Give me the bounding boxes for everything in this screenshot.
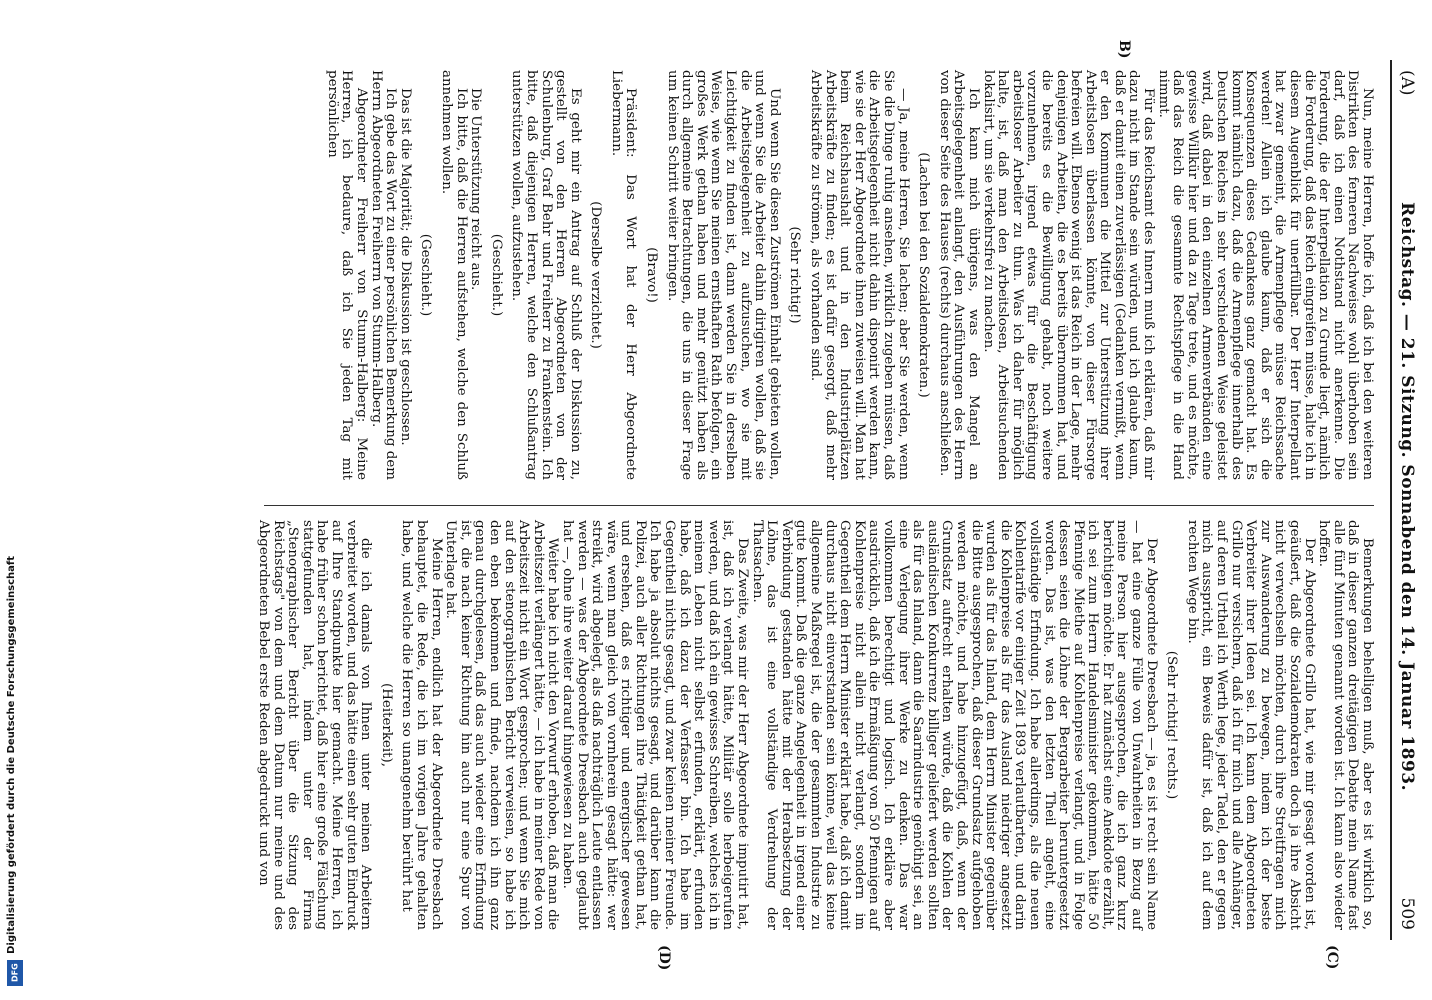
paragraph: Die Unterstützung reicht aus. xyxy=(468,88,484,291)
paragraph: Und wenn Sie diesen Zuströmen Einhalt gebieten wollen, und wenn Sie die Arbeiter dahin dirigiren wollen, daß sie die Arbeitsgelegenheit zu aufzusuchen, wo sie mit Leichtigkeit zu finden ist, dann werden Sie in derselben Weise, wie wenn Sie meinen ernsthaften Rath befolgen, ein großes Werk gethan haben und mehr genützt haben als durch allgemeine Betrachtungen, die uns in dieser Frage um keinen Schritt weiter bringen. xyxy=(664,70,782,480)
paragraph: Für das Reichsamt des Innern muß ich erklären, daß mir dazu nicht im Stande sein würden, und ich glaube kaum, daß er damit einen zuverlässigen (Gedanken vermißt, wenn er den Kommunen die Mittel zur Unterstützung ihrer Arbeitslosen überlassen könnte, von dieser Fürsorge befreien will. Ebenso wenig ist das Reich in der Lage, mehr denjenigen Arbeiten, die es bereits übernommen hat, und die bereits es die Bewilligung gehabt, noch weitere vorzunehmen, irgend etwas für die Beschäftigung arbeitsloser Arbeiter zu thun. Was ich daher für möglich halte, ist, daß man den Arbeitslosen, Arbeitsuchenden lokalisirt, um sie verkehrsfrei zu machen. xyxy=(980,70,1157,480)
paragraph: (Bravo!) xyxy=(644,247,660,303)
left-column xyxy=(324,70,1374,480)
paragraph: Nun, meine Herren, hoffe ich, daß ich bei den weiteren Distrikten des ferneren Nachweises wohl überhoben sein darf, daß ich einen Nothstand nicht anerkenne. Die Forderung, die der Interpellation zu Grunde liegt, nämlich die Forderung, daß das Reich eingreifen müsse, halte ich in diesem Augenblick für unerfüllbar. Der Herr Interpellant hat zwar gemeint, die Armenpflege müsse Reichssache werden! Allein ich glaube kaum, daß er sich die Konsequenzen dieses Gedankens ganz gemacht hat. Es kommt nämlich dazu, daß die Armenpflege innerhalb des Deutschen Reiches in sehr verschiedenen Weise geleistet wird, daß dabei in den einzelnen Armenverbänden eine gewisse Willkür hier und da zu Tage trete, und es möchte, daß das Reich die gesammte Rechtspflege in die Hand nimmt. xyxy=(1155,70,1375,480)
paragraph: — Ja, meine Herren, Sie lachen; aber Sie werden, wenn Sie die Dinge ruhig ansehen, wirklich zugeben müssen, daß die Arbeitsgelegenheit nicht dahin disponirt werden kann, wie sie der Herr Abgeordnete ihnen zuweisen will. Man hat beim Reichshaushalt und in den Industrieplätzen Arbeitskräfte zu finden; es ist dafür gesorgt, daß mehr Arbeitskräfte zu strömen, als vorhanden sind. xyxy=(808,70,911,480)
paragraph: Das Zweite, was mir der Herr Abgeordnete imputirt hat, ist, daß ich verlangt hätte, Militär solle herbeigerufen werden, und daß ich ein gewisses Schreiben, welches ich in meinem Leben nicht selbst erfunden, erklärt, erfunden habe, daß ich dazu der Verfasser bin. Ich habe im Gegentheil nichts gesagt, und zwar keinen meiner Freunde. Ich habe ja absolut nichts gesagt, und darüber kann die Polizei, auch aller Richtungen ihre Thätigkeit gethan hat, und ersehen, daß es richtiger und energischer gewesen wäre, wenn man gleich von vornherein gesagt hätte: wer streikt, wird abgelegt, als daß nachträglich Leute entlassen werden — was der Abgeordnete Dreesbach auch geglaubt hat —, ohne ihre weiter darauf hingewiesen zu haben. xyxy=(559,520,751,930)
margin-letter-b: B) xyxy=(1116,40,1132,59)
margin-letter-d: (D) xyxy=(656,945,672,971)
paragraph: Ich gebe das Wort zu einer persönlichen Bemerkung dem Herrn Abgeordneten Freiherrn von Stumm-Halberg. xyxy=(368,70,399,480)
right-column xyxy=(255,520,1374,930)
paragraph: Präsident: Das Wort hat der Herr Abgeordnete Liebermann. xyxy=(608,70,639,480)
paragraph: (Lachen bei den Sozialdemokraten.) xyxy=(916,152,932,398)
margin-letter-c: (C) xyxy=(1324,945,1340,970)
paragraph: (Heiterkeit), xyxy=(378,683,394,767)
paragraph: Es geht mir ein Antrag auf Schluß der Diskussion zu, gestellt von den Herren Abgeordneten von der Schulenburg, Graf Behr und Freiherr zu Frankenstein. Ich bitte, daß diejenigen Herren, welche den Schlußantrag unterstützen wollen, aufzustehen. xyxy=(509,70,583,480)
paragraph: (Geschieht.) xyxy=(488,233,504,317)
paragraph: Das ist die Majorität; die Diskussion ist geschlossen. xyxy=(397,88,413,446)
paragraph: die ich damals von Ihnen unter meinen Arbeitern verbreitet worden, und das hätte einen sehr guten Eindruck auf Ihre Standpunkte hier gemacht. Meine Herren, ich habe früher schon berichtet, daß hier eine große Fälschung stattgefunden hat, indem unter der Firma „Stenographischer Bericht über die Sitzung des Reichstags" von dem und dem Datum nur meine und des Abgeordneten Bebel erste Reden abgedruckt und von xyxy=(256,520,374,930)
header-rule xyxy=(1390,60,1392,940)
paragraph: Meine Herren, endlich hat der Abgeordnete Dreesbach behauptet, die Rede, die ich im vorigen Jahre gehalten habe, und welche die Herren so unangenehm berührt hat xyxy=(399,520,444,930)
paragraph: (Sehr richtig!) xyxy=(787,226,803,324)
paragraph: Der Abgeordnete Grillo hat, wie mir gesagt worden ist, geäußert, daß die Sozialdemokraten doch ja ihre Absicht nicht verwechseln möchten, durch ihre Streitfragen mich zur Auswanderung zu bewegen, indem ich der beste Verbreiter ihrer Ideen sei. Ich kann dem Abgeordneten Grillo nur versichern, daß ich für mich und alle Anhänger, auf deren Urtheil ich Werth lege, jeder Tadel, den er gegen mich ausspricht, ein Beweis dafür ist, daß ich auf dem rechten Wege bin. xyxy=(1184,520,1317,930)
digitization-notice: Digitalisierung gefördert durch die Deutsche Forschungsgemeinschaft xyxy=(6,556,17,954)
paragraph: (Geschieht.) xyxy=(418,233,434,317)
paragraph: Bemerkungen behelligen muß, aber es ist wirklich so, daß in dieser ganzen dreitägigen Debatte mein Name fast alle fünf Minuten genannt worden ist. Ich kann also wieder hoffen. xyxy=(1316,520,1375,930)
paragraph: Ich bitte, daß die Herren aufstehen, welche den Schluß annehmen wollen. xyxy=(438,70,469,480)
paragraph: Weiter habe ich nicht den Vorwurf erhoben, daß man die Arbeitszeit verlängert hätte, — ich habe in meiner Rede von Arbeitszeit nicht ein Wort gesprochen; und wenn Sie mich auf den stenographischen Bericht verweisen, so habe ich den eben bekommen und finde, nachdem ich ihn ganz genau durchgelesen, daß das auch wieder eine Erfindung ist, die nach keiner Richtung hin auch nur eine Spur von Unterlage hat. xyxy=(443,520,561,930)
paragraph: Der Abgeordnete Dreesbach — ja, es ist recht sein Name — hat eine ganze Fülle von Unwahrheiten in Bezug auf meine Person hier ausgesprochen, die ich ganz kurz berichtigen möchte. Er hat zunächst eine Anekdote erzählt, ich sei zum Herrn Handelsminister gekommen, hätte 50 Pfennige Miethe auf Kohlenpreise verlangt, und in Folge dessen seien die Löhne der Bergarbeiter heruntergesetzt worden. Das ist, was den letzten Theil angeht, eine vollständige Erfindung. Ich habe allerdings, als die neuen Kohlentarife vor einiger Zeit 1893 verlautbarten, und darin die Kohlenpreise als für das Ausland niedriger angesetzt wurden als für das Inland, dem Herrn Minister gegenüber die Bitte ausgesprochen, daß dieser Grundsatz aufgehoben werden möchte, und habe hinzugefügt, daß, wenn der Grundsatz aufrecht erhalten würde, daß die Kohlen der ausländischen Konkurrenz billiger geliefert werden sollten als für das Inland, dann die Saarindustrie genöthigt sei, an eine Verlegung ihrer Werke zu denken. Das war vollkommen berechtigt und logisch. Ich erkläre aber ausdrücklich, daß ich die Ermäßigung von 50 Pfennigen auf Kohlenpreise nicht allein nicht verlangt, sondern im Gegentheil dem Herrn Minister erklärt habe, daß ich damit durchaus nicht einverstanden sein könne, weil das keine allgemeine Maßregel ist, die der gesammten Industrie zu gute kommt. Daß die ganze Angelegenheit in irgend einer Verbindung gestanden hätte mit der Herabsetzung der Löhne, das ist eine vollständige Verdrehung der Thatsachen. xyxy=(749,520,1159,930)
digitization-strip xyxy=(0,0,30,1000)
dfg-logo xyxy=(7,960,23,986)
paragraph: (Derselbe verzichtet.) xyxy=(588,201,604,349)
margin-letter-a: (A) xyxy=(1397,70,1417,96)
paragraph: Abgeordneter Freiherr von Stumm-Halberg: Meine Herren, ich bedaure, daß ich Sie jeden Tag mit persönlichen xyxy=(324,70,369,480)
column-divider xyxy=(264,505,1374,506)
paragraph: Ich kann mich übrigens, was den Mangel an Arbeitsgelegenheit anlangt, den Ausführungen des Herrn von dieser Seite des Hauses (rechts) durchaus anschließen. xyxy=(936,70,981,480)
page-number: 509 xyxy=(1397,897,1417,930)
paragraph: (Sehr richtig! rechts.) xyxy=(1164,650,1180,800)
dfg-logo-text: DFG xyxy=(10,963,20,983)
running-title: Reichstag. — 21. Sitzung. Sonnabend den 14. Januar 1893. xyxy=(1397,202,1417,792)
page-header xyxy=(1396,70,1418,930)
